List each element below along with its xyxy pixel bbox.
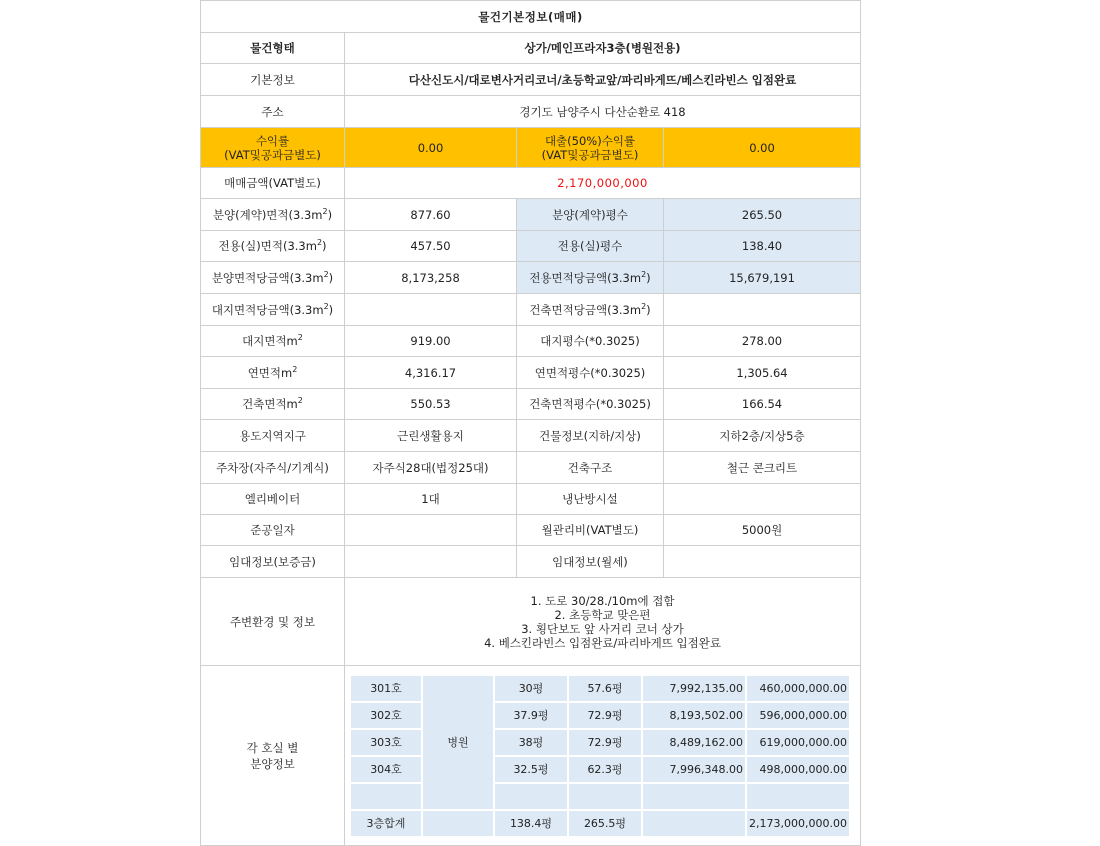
completion-value — [345, 515, 517, 546]
units-label-line1: 각 호실 별 — [246, 740, 299, 755]
land-unit-price-label-text: 대지면적당금액(3.3m — [211, 302, 324, 317]
unit-pyeong: 37.9평 — [495, 703, 567, 728]
exclusive-unit-price-sup: 2 — [641, 269, 647, 279]
sale-area-value: 877.60 — [345, 199, 517, 231]
total-price: 2,173,000,000.00 — [747, 811, 849, 836]
loan-yield-label-line2: (VAT및공과금별도) — [541, 147, 639, 162]
unit-empty — [495, 784, 567, 809]
surroundings-item: 1. 도로 30/28./10m에 접함 — [530, 593, 675, 608]
sale-unit-price-label-text: 분양면적당금액(3.3m — [211, 270, 324, 285]
structure-value: 철근 콘크리트 — [664, 452, 861, 484]
units-table — [349, 674, 851, 838]
hvac-label: 냉난방시설 — [517, 484, 664, 515]
lease-deposit-label: 임대정보(보증금) — [201, 546, 345, 578]
management-fee-label: 월관리비(VAT별도) — [517, 515, 664, 546]
hvac-value — [664, 484, 861, 515]
floor-pyeong-value: 1,305.64 — [664, 357, 861, 389]
unit-number: 304호 — [351, 757, 421, 782]
exclusive-area-label: 전용(실)면적$(3.3m^2)$ — [201, 231, 345, 262]
unit-unit-price: 8,489,162.00 — [643, 730, 745, 755]
address-label: 주소 — [201, 96, 345, 128]
land-area-label-text: 대지면적m — [242, 334, 298, 348]
unit-unit-price: 7,992,135.00 — [643, 676, 745, 701]
parking-label: 주차장(자주식/기계식) — [201, 452, 345, 484]
land-area-sup: 2 — [297, 333, 303, 343]
exclusive-area-label-text: 전용(실)면적(3.3m — [218, 239, 317, 253]
building-unit-price-sup: 2 — [641, 301, 647, 311]
total-label: 3층합계 — [351, 811, 421, 836]
land-unit-price-label: 대지면적당금액$(3.3m^2)$ — [201, 294, 345, 326]
exclusive-unit-price-value: 15,679,191 — [664, 262, 861, 294]
units-label — [201, 666, 345, 846]
exclusive-pyeong-value: 138.40 — [664, 231, 861, 262]
unit-area: 72.9평 — [569, 703, 641, 728]
land-pyeong-value: 278.00 — [664, 326, 861, 357]
units-label-line2: 분양정보 — [250, 756, 295, 771]
building-info-label: 건물정보(지하/지상) — [517, 420, 664, 452]
property-type-label: 물건형태 — [201, 33, 345, 64]
loan-yield-label-line1: 대출(50%)수익률 — [544, 133, 636, 148]
sale-area-label-text: 분양(계약)면적(3.3m — [212, 207, 323, 222]
parking-value: 자주식28대(법정25대) — [345, 452, 517, 484]
surroundings-item: 4. 베스킨라빈스 입점완료/파리바게뜨 입점완료 — [484, 635, 721, 650]
yield-label-line2: (VAT및공과금별도) — [224, 147, 321, 162]
unit-price: 498,000,000.00 — [747, 757, 849, 782]
building-area-label — [201, 389, 345, 420]
total-empty — [643, 811, 745, 836]
surroundings-item: 2. 초등학교 맞은편 — [554, 607, 651, 622]
floor-area-sup: 2 — [292, 364, 298, 374]
surroundings-label: 주변환경 및 정보 — [201, 578, 345, 666]
yield-label — [201, 128, 345, 168]
yield-label-line1: 수익률 — [255, 133, 290, 148]
unit-pyeong: 38평 — [495, 730, 567, 755]
unit-price: 619,000,000.00 — [747, 730, 849, 755]
yield-value: 0.00 — [345, 128, 517, 168]
unit-pyeong: 30평 — [495, 676, 567, 701]
building-area-value: 550.53 — [345, 389, 517, 420]
structure-label: 건축구조 — [517, 452, 664, 484]
building-pyeong-label: 건축면적평수(*0.3025) — [517, 389, 664, 420]
lease-rent-value — [664, 546, 861, 578]
total-pyeong: 138.4평 — [495, 811, 567, 836]
loan-yield-label — [517, 128, 664, 168]
unit-empty — [747, 784, 849, 809]
building-area-sup: 2 — [297, 396, 303, 406]
address-value: 경기도 남양주시 다산순환로 418 — [345, 96, 861, 128]
sale-unit-price-sup: 2 — [323, 269, 329, 279]
exclusive-pyeong-label: 전용(실)평수 — [517, 231, 664, 262]
basic-info-label: 기본정보 — [201, 64, 345, 96]
elevator-label: 엘리베이터 — [201, 484, 345, 515]
land-unit-price-sup: 2 — [323, 301, 329, 311]
sale-price-value: 2,170,000,000 — [345, 168, 861, 199]
unit-price: 596,000,000.00 — [747, 703, 849, 728]
zoning-value: 근린생활용지 — [345, 420, 517, 452]
zoning-label: 용도지역지구 — [201, 420, 345, 452]
unit-number: 303호 — [351, 730, 421, 755]
unit-empty — [351, 784, 421, 809]
land-pyeong-label: 대지평수(*0.3025) — [517, 326, 664, 357]
unit-use: 병원 — [423, 676, 493, 809]
building-info-value: 지하2층/지상5층 — [664, 420, 861, 452]
exclusive-unit-price-label: 전용면적당금액$(3.3m^2)$ — [517, 262, 664, 294]
land-area-label — [201, 326, 345, 357]
sale-unit-price-label: 분양면적당금액$(3.3m^2)$ — [201, 262, 345, 294]
sale-area-label: 분양(계약)면적$(3.3m^2)$ — [201, 199, 345, 231]
building-unit-price-label-text: 건축면적당금액(3.3m — [529, 302, 642, 317]
units-cell — [345, 666, 861, 846]
floor-area-label-text: 연면적m — [247, 365, 293, 380]
unit-number: 302호 — [351, 703, 421, 728]
unit-pyeong: 32.5평 — [495, 757, 567, 782]
unit-empty — [643, 784, 745, 809]
surroundings-item: 3. 횡단보도 앞 사거리 코너 상가 — [521, 621, 684, 636]
total-area: 265.5평 — [569, 811, 641, 836]
loan-yield-value: 0.00 — [664, 128, 861, 168]
basic-info-value: 다산신도시/대로변사거리코너/초등학교앞/파리바게뜨/베스킨라빈스 입점완료 — [345, 64, 861, 96]
property-sheet — [200, 0, 860, 846]
land-unit-price-value — [345, 294, 517, 326]
unit-area: 62.3평 — [569, 757, 641, 782]
unit-price: 460,000,000.00 — [747, 676, 849, 701]
sale-area-sup: 2 — [322, 206, 328, 216]
total-empty — [423, 811, 493, 836]
surroundings-notes — [345, 578, 861, 666]
unit-area: 72.9평 — [569, 730, 641, 755]
exclusive-area-sup: 2 — [316, 238, 323, 248]
sale-unit-price-value: 8,173,258 — [345, 262, 517, 294]
property-info-table — [200, 0, 861, 846]
building-unit-price-label: 건축면적당금액$(3.3m^2)$ — [517, 294, 664, 326]
lease-deposit-value — [345, 546, 517, 578]
exclusive-area-value: 457.50 — [345, 231, 517, 262]
unit-number: 301호 — [351, 676, 421, 701]
building-area-label-text: 건축면적m — [242, 397, 298, 411]
building-pyeong-value: 166.54 — [664, 389, 861, 420]
floor-pyeong-label: 연면적평수(*0.3025) — [517, 357, 664, 389]
lease-rent-label: 임대정보(월세) — [517, 546, 664, 578]
sale-price-label: 매매금액(VAT별도) — [201, 168, 345, 199]
unit-unit-price: 7,996,348.00 — [643, 757, 745, 782]
management-fee-value: 5000원 — [664, 515, 861, 546]
land-area-value: 919.00 — [345, 326, 517, 357]
building-unit-price-value — [664, 294, 861, 326]
unit-empty — [569, 784, 641, 809]
floor-area-value: 4,316.17 — [345, 357, 517, 389]
sale-pyeong-label: 분양(계약)평수 — [517, 199, 664, 231]
sheet-title: 물건기본정보(매매) — [201, 1, 861, 33]
sale-pyeong-value: 265.50 — [664, 199, 861, 231]
completion-label: 준공일자 — [201, 515, 345, 546]
exclusive-unit-price-label-text: 전용면적당금액(3.3m — [529, 270, 642, 285]
property-type-value: 상가/메인프라자3층(병원전용) — [345, 33, 861, 64]
unit-unit-price: 8,193,502.00 — [643, 703, 745, 728]
unit-area: 57.6평 — [569, 676, 641, 701]
elevator-value: 1대 — [345, 484, 517, 515]
floor-area-label — [201, 357, 345, 389]
